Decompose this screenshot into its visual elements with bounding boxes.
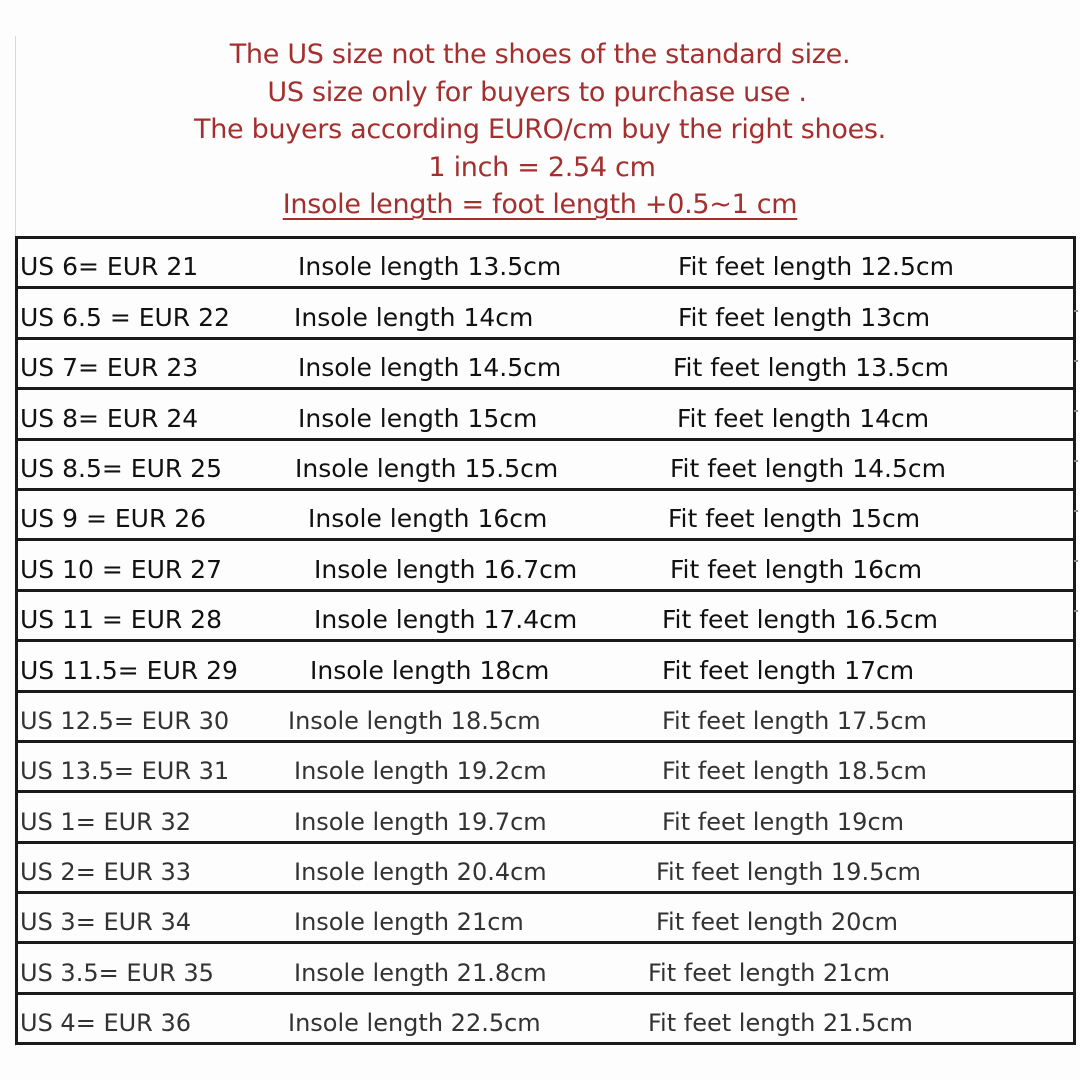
fit-cell: Fit feet length 16cm — [670, 554, 923, 584]
size-cell: US 6.5 = EUR 22 — [20, 302, 230, 332]
table-row — [18, 642, 1073, 692]
size-cell: US 9 = EUR 26 — [20, 504, 207, 534]
table-row — [18, 592, 1073, 642]
fit-cell: Fit feet length 21.5cm — [648, 1009, 913, 1038]
sizing-notes — [0, 36, 1080, 224]
edge-tick — [1074, 510, 1078, 512]
insole-cell: Insole length 15.5cm — [295, 453, 559, 483]
edge-tick — [1074, 610, 1078, 612]
insole-cell: Insole length 18.5cm — [288, 706, 541, 735]
table-row — [18, 289, 1073, 339]
edge-tick — [1074, 560, 1078, 562]
fit-cell: Fit feet length 17.5cm — [662, 706, 927, 735]
insole-cell: Insole length 19.7cm — [294, 807, 547, 836]
size-cell: US 11 = EUR 28 — [20, 605, 222, 635]
insole-cell: Insole length 20.4cm — [294, 858, 547, 887]
size-cell: US 8.5= EUR 25 — [20, 453, 222, 483]
size-cell: US 4= EUR 36 — [20, 1009, 192, 1038]
table-row — [18, 693, 1073, 743]
insole-cell: Insole length 21.8cm — [294, 958, 547, 987]
table-row — [18, 541, 1073, 591]
edge-tick — [1074, 360, 1078, 362]
table-row — [18, 491, 1073, 541]
note-line-3: The buyers according EURO/cm buy the right shoes. — [194, 114, 886, 145]
size-cell: US 13.5= EUR 31 — [20, 757, 230, 786]
fit-cell: Fit feet length 19.5cm — [656, 858, 921, 887]
table-row — [18, 894, 1073, 944]
size-cell: US 6= EUR 21 — [20, 252, 199, 282]
insole-cell: Insole length 13.5cm — [298, 252, 562, 282]
note-line-4: 1 inch = 2.54 cm — [428, 151, 656, 183]
size-table — [15, 236, 1076, 1045]
fit-cell: Fit feet length 12.5cm — [678, 252, 954, 282]
note-line-1: The US size not the shoes of the standard size. — [229, 39, 851, 70]
table-row — [18, 793, 1073, 843]
size-cell: US 2= EUR 33 — [20, 858, 192, 887]
edge-tick-marks — [1072, 300, 1080, 630]
insole-cell: Insole length 22.5cm — [288, 1009, 541, 1038]
insole-cell: Insole length 16cm — [308, 504, 548, 534]
fit-cell: Fit feet length 14.5cm — [670, 453, 946, 483]
size-cell: US 7= EUR 23 — [20, 353, 199, 383]
fit-cell: Fit feet length 16.5cm — [662, 605, 938, 635]
note-line-2: US size only for buyers to purchase use . — [267, 76, 807, 108]
insole-cell: Insole length 18cm — [310, 655, 550, 685]
fit-cell: Fit feet length 14cm — [677, 403, 930, 433]
insole-cell: Insole length 16.7cm — [314, 554, 578, 584]
insole-cell: Insole length 21cm — [294, 908, 524, 937]
insole-cell: Insole length 17.4cm — [314, 605, 578, 635]
table-row — [18, 743, 1073, 793]
size-cell: US 1= EUR 32 — [20, 807, 192, 836]
insole-cell: Insole length 15cm — [298, 403, 538, 433]
fit-cell: Fit feet length 13.5cm — [673, 353, 949, 383]
fit-cell: Fit feet length 19cm — [662, 807, 905, 836]
table-row — [18, 844, 1073, 894]
table-row — [18, 239, 1073, 289]
size-cell: US 11.5= EUR 29 — [20, 655, 238, 685]
table-row — [18, 995, 1073, 1045]
edge-tick — [1074, 310, 1078, 312]
note-line-5: Insole length = foot length +0.5~1 cm — [282, 189, 798, 220]
fit-cell: Fit feet length 13cm — [678, 302, 931, 332]
fit-cell: Fit feet length 18.5cm — [662, 757, 927, 786]
insole-cell: Insole length 19.2cm — [294, 757, 547, 786]
table-row — [18, 340, 1073, 390]
insole-cell: Insole length 14cm — [294, 302, 534, 332]
size-cell: US 8= EUR 24 — [20, 403, 199, 433]
edge-tick — [1074, 410, 1078, 412]
fit-cell: Fit feet length 15cm — [668, 504, 921, 534]
table-row — [18, 944, 1073, 994]
size-cell: US 10 = EUR 27 — [20, 554, 222, 584]
table-row — [18, 441, 1073, 491]
fit-cell: Fit feet length 21cm — [648, 958, 891, 987]
table-row — [18, 390, 1073, 440]
insole-cell: Insole length 14.5cm — [298, 353, 562, 383]
size-cell: US 3.5= EUR 35 — [20, 958, 214, 987]
size-cell: US 3= EUR 34 — [20, 908, 192, 937]
fit-cell: Fit feet length 20cm — [656, 908, 899, 937]
edge-tick — [1074, 460, 1078, 462]
fit-cell: Fit feet length 17cm — [662, 655, 915, 685]
size-cell: US 12.5= EUR 30 — [20, 706, 230, 735]
